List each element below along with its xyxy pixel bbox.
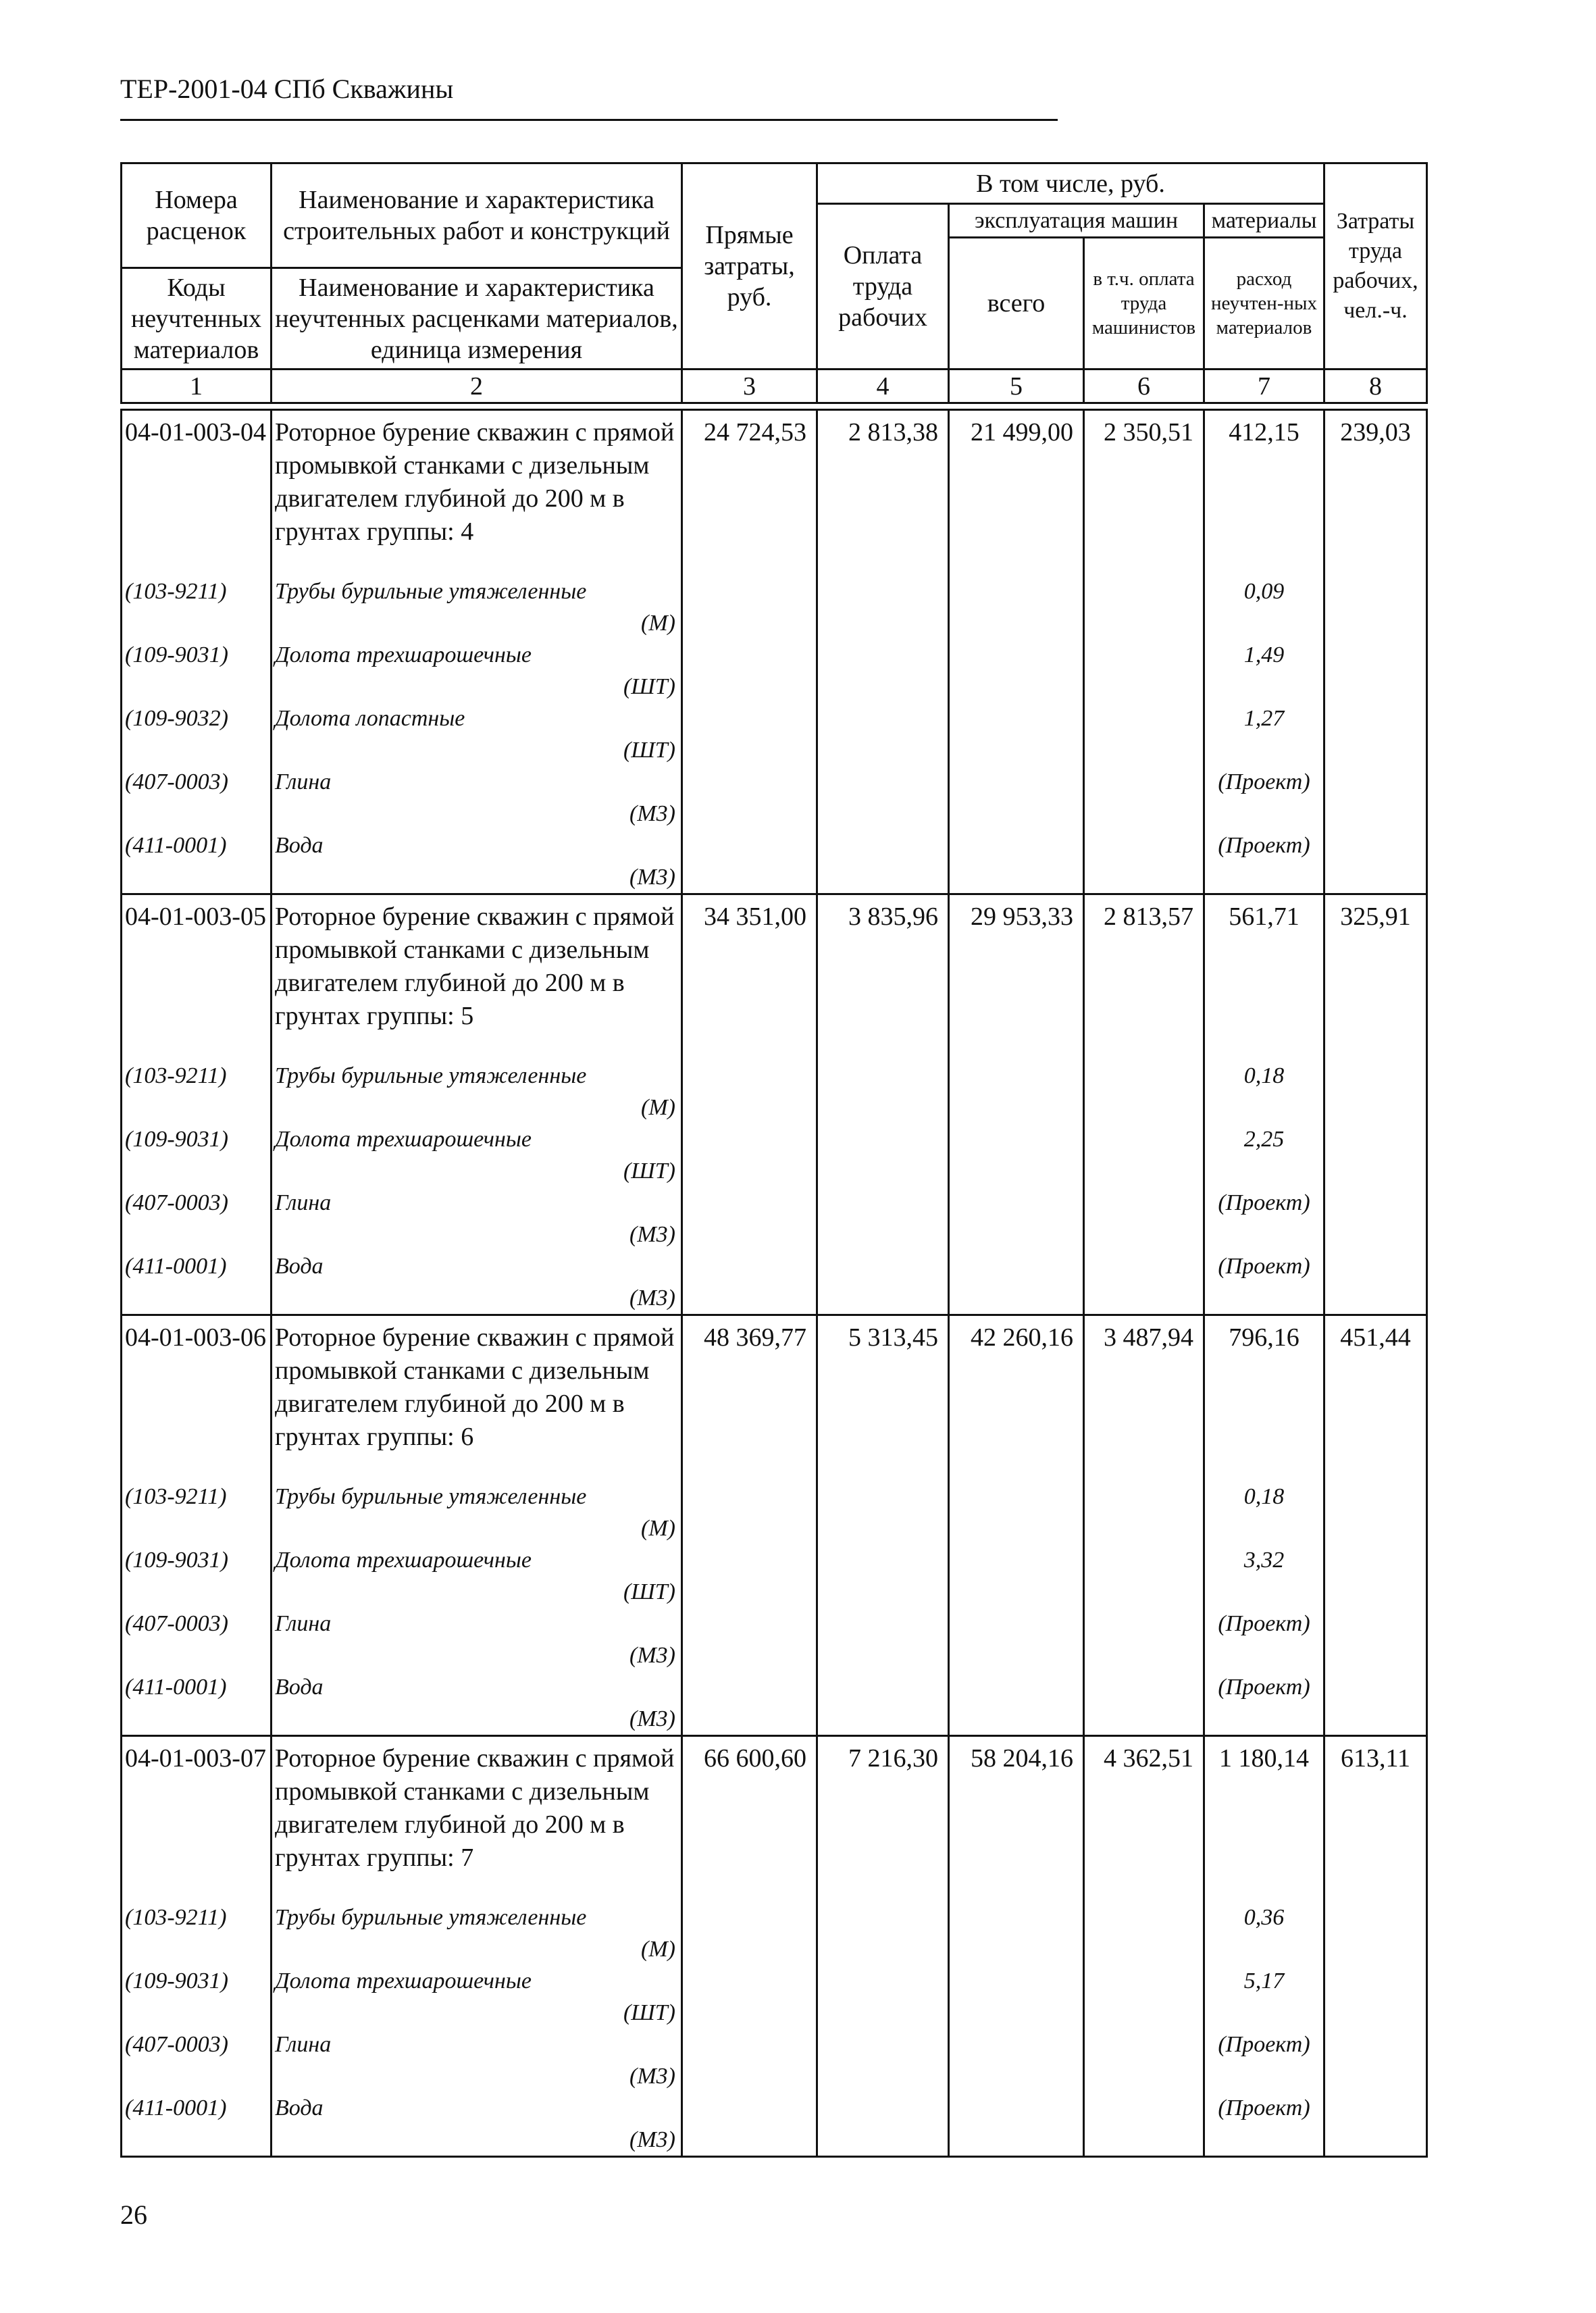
header-material-codes: Коды неучтенных материалов: [122, 268, 272, 370]
empty-cell: [682, 1965, 817, 2029]
machines-total: 21 499,00: [949, 410, 1084, 576]
material-cell: [272, 1187, 682, 1250]
machines-total: 29 953,33: [949, 894, 1084, 1061]
empty-cell: [1324, 1608, 1427, 1671]
material-unit: (М): [641, 611, 675, 636]
material-name: Вода: [275, 2095, 324, 2120]
rates-table: [120, 409, 1428, 2158]
material-cell: [272, 1060, 682, 1123]
labor-hours: 613,11: [1324, 1736, 1427, 1902]
material-row: [122, 2029, 1427, 2092]
empty-cell: [817, 703, 949, 766]
material-row: [122, 1902, 1427, 1965]
rate-code: 04-01-003-06: [122, 1315, 272, 1481]
material-code: (103-9211): [122, 1481, 272, 1544]
empty-cell: [1084, 830, 1204, 894]
work-description: Роторное бурение скважин с прямой промывкой станками с дизельным двигателем глубиной до 200 м в грунтах группы: 7: [272, 1736, 682, 1902]
material-row: [122, 1060, 1427, 1123]
empty-cell: [817, 639, 949, 703]
material-row: [122, 2092, 1427, 2157]
document-title: ТЕР-2001-04 СПб Скважины: [120, 74, 454, 104]
material-code: (407-0003): [122, 1608, 272, 1671]
material-row: [122, 1544, 1427, 1608]
empty-cell: [1084, 2029, 1204, 2092]
header-labor-pay: Оплата труда рабочих: [817, 204, 949, 370]
material-code: (407-0003): [122, 766, 272, 830]
machinist-pay: 4 362,51: [1084, 1736, 1204, 1902]
rate-code: 04-01-003-04: [122, 410, 272, 576]
machines-total: 42 260,16: [949, 1315, 1084, 1481]
work-description: Роторное бурение скважин с прямой промывкой станками с дизельным двигателем глубиной до 200 м в грунтах группы: 6: [272, 1315, 682, 1481]
empty-cell: [949, 1608, 1084, 1671]
material-code: (411-0001): [122, 1250, 272, 1315]
empty-cell: [1324, 1060, 1427, 1123]
material-row: [122, 766, 1427, 830]
empty-cell: [682, 1123, 817, 1187]
material-unit: (ШТ): [623, 1159, 675, 1184]
material-cell: [272, 1481, 682, 1544]
empty-cell: [1324, 766, 1427, 830]
material-unit: (ШТ): [623, 2000, 675, 2025]
empty-cell: [949, 2029, 1084, 2092]
empty-cell: [1084, 1671, 1204, 1736]
empty-cell: [949, 703, 1084, 766]
work-description: Роторное бурение скважин с прямой промывкой станками с дизельным двигателем глубиной до 200 м в грунтах группы: 4: [272, 410, 682, 576]
material-row: [122, 1965, 1427, 2029]
empty-cell: [1324, 1187, 1427, 1250]
empty-cell: [682, 576, 817, 639]
empty-cell: [682, 639, 817, 703]
empty-cell: [1084, 1608, 1204, 1671]
empty-cell: [682, 1608, 817, 1671]
labor-hours: 325,91: [1324, 894, 1427, 1061]
empty-cell: [1324, 1965, 1427, 2029]
material-name: Долота трехшарошечные: [275, 1968, 532, 1993]
empty-cell: [1084, 1060, 1204, 1123]
empty-cell: [1084, 1902, 1204, 1965]
page-number: 26: [120, 2200, 147, 2230]
material-code: (103-9211): [122, 576, 272, 639]
material-unit: (М3): [629, 1706, 675, 1731]
empty-cell: [817, 1544, 949, 1608]
empty-cell: [949, 639, 1084, 703]
material-code: (407-0003): [122, 1187, 272, 1250]
material-code: (109-9031): [122, 1123, 272, 1187]
empty-cell: [1084, 1123, 1204, 1187]
empty-cell: [682, 1060, 817, 1123]
empty-cell: [1324, 703, 1427, 766]
material-cell: [272, 1608, 682, 1671]
material-consumption: 2,25: [1204, 1123, 1324, 1187]
material-consumption: (Проект): [1204, 1608, 1324, 1671]
material-cell: [272, 2092, 682, 2157]
empty-cell: [949, 576, 1084, 639]
material-consumption: 0,18: [1204, 1481, 1324, 1544]
empty-cell: [949, 2092, 1084, 2157]
material-consumption: 1,49: [1204, 639, 1324, 703]
header-direct-cost: Прямые затраты, руб.: [682, 163, 817, 370]
empty-cell: [682, 2092, 817, 2157]
material-consumption: 0,36: [1204, 1902, 1324, 1965]
empty-cell: [682, 1187, 817, 1250]
header-work-name: Наименование и характеристика строительных работ и конструкций: [272, 163, 682, 268]
labor-hours: 451,44: [1324, 1315, 1427, 1481]
empty-cell: [1084, 1481, 1204, 1544]
column-number: 2: [272, 370, 682, 403]
material-unit: (М3): [629, 1643, 675, 1668]
material-cell: [272, 1544, 682, 1608]
material-cell: [272, 703, 682, 766]
empty-cell: [949, 1965, 1084, 2029]
material-consumption: (Проект): [1204, 830, 1324, 894]
material-name: Глина: [275, 769, 332, 794]
empty-cell: [1324, 1481, 1427, 1544]
empty-cell: [1084, 1250, 1204, 1315]
material-name: Вода: [275, 1675, 324, 1700]
header-machinist-pay: в т.ч. оплата труда машинистов: [1084, 238, 1204, 370]
material-consumption: (Проект): [1204, 2029, 1324, 2092]
empty-cell: [682, 1544, 817, 1608]
material-unit: (ШТ): [623, 674, 675, 699]
material-unit: (М): [641, 1516, 675, 1541]
material-unit: (М): [641, 1937, 675, 1962]
empty-cell: [817, 1481, 949, 1544]
material-name: Трубы бурильные утяжеленные: [275, 1905, 587, 1930]
material-name: Долота лопастные: [275, 706, 465, 731]
header-unaccounted-materials: расход неучтен-ных материалов: [1204, 238, 1324, 370]
empty-cell: [949, 1544, 1084, 1608]
empty-cell: [1324, 1123, 1427, 1187]
materials-cost: 1 180,14: [1204, 1736, 1324, 1902]
machinist-pay: 2 813,57: [1084, 894, 1204, 1061]
direct-cost: 34 351,00: [682, 894, 817, 1061]
empty-cell: [949, 1060, 1084, 1123]
material-unit: (М3): [629, 1222, 675, 1247]
labor-pay: 3 835,96: [817, 894, 949, 1061]
empty-cell: [1084, 2092, 1204, 2157]
material-row: [122, 1250, 1427, 1315]
material-cell: [272, 1671, 682, 1736]
empty-cell: [1084, 639, 1204, 703]
empty-cell: [682, 1902, 817, 1965]
material-code: (109-9031): [122, 1544, 272, 1608]
empty-cell: [817, 1123, 949, 1187]
material-name: Вода: [275, 1254, 324, 1279]
material-consumption: (Проект): [1204, 2092, 1324, 2157]
column-number: 4: [817, 370, 949, 403]
material-cell: [272, 1123, 682, 1187]
machinist-pay: 2 350,51: [1084, 410, 1204, 576]
empty-cell: [1324, 2092, 1427, 2157]
material-cell: [272, 1902, 682, 1965]
header-machines-total: всего: [949, 238, 1084, 370]
empty-cell: [949, 766, 1084, 830]
material-consumption: 0,18: [1204, 1060, 1324, 1123]
empty-cell: [1324, 1902, 1427, 1965]
material-cell: [272, 1250, 682, 1315]
materials-cost: 796,16: [1204, 1315, 1324, 1481]
material-unit: (М): [641, 1095, 675, 1120]
header-rate-numbers: Номера расценок: [122, 163, 272, 268]
title-divider: [120, 119, 1058, 121]
column-number: 8: [1324, 370, 1427, 403]
empty-cell: [1324, 639, 1427, 703]
labor-pay: 5 313,45: [817, 1315, 949, 1481]
empty-cell: [1084, 703, 1204, 766]
material-row: [122, 1187, 1427, 1250]
rate-row: [122, 894, 1427, 1061]
material-unit: (М3): [629, 2127, 675, 2152]
empty-cell: [682, 766, 817, 830]
material-row: [122, 703, 1427, 766]
column-number: 6: [1084, 370, 1204, 403]
column-number: 1: [122, 370, 272, 403]
material-row: [122, 1123, 1427, 1187]
rate-row: [122, 410, 1427, 576]
material-row: [122, 1671, 1427, 1736]
empty-cell: [682, 830, 817, 894]
rate-row: [122, 1736, 1427, 1902]
empty-cell: [817, 1671, 949, 1736]
material-code: (411-0001): [122, 1671, 272, 1736]
material-unit: (М3): [629, 801, 675, 826]
material-consumption: (Проект): [1204, 1250, 1324, 1315]
empty-cell: [1084, 1544, 1204, 1608]
empty-cell: [817, 1902, 949, 1965]
material-name: Глина: [275, 2032, 332, 2057]
material-name: Трубы бурильные утяжеленные: [275, 1484, 587, 1509]
material-name: Трубы бурильные утяжеленные: [275, 579, 587, 604]
material-code: (103-9211): [122, 1060, 272, 1123]
labor-pay: 2 813,38: [817, 410, 949, 576]
material-name: Глина: [275, 1190, 332, 1215]
material-unit: (М3): [629, 865, 675, 890]
material-cell: [272, 2029, 682, 2092]
empty-cell: [949, 1671, 1084, 1736]
empty-cell: [1324, 576, 1427, 639]
labor-hours: 239,03: [1324, 410, 1427, 576]
empty-cell: [817, 830, 949, 894]
material-unit: (М3): [629, 2064, 675, 2089]
empty-cell: [817, 1965, 949, 2029]
header-including-group: В том числе, руб.: [817, 163, 1324, 204]
header-machines-group: эксплуатация машин: [949, 204, 1204, 238]
empty-cell: [949, 1123, 1084, 1187]
material-name: Глина: [275, 1611, 332, 1636]
empty-cell: [817, 766, 949, 830]
material-cell: [272, 830, 682, 894]
empty-cell: [1324, 2029, 1427, 2092]
header-material-names: Наименование и характеристика неучтенных расценками материалов, единица измерения: [272, 268, 682, 370]
empty-cell: [1084, 766, 1204, 830]
empty-cell: [817, 576, 949, 639]
empty-cell: [682, 2029, 817, 2092]
material-name: Долота трехшарошечные: [275, 1548, 532, 1573]
material-consumption: 0,09: [1204, 576, 1324, 639]
material-row: [122, 576, 1427, 639]
material-cell: [272, 766, 682, 830]
empty-cell: [1084, 1187, 1204, 1250]
empty-cell: [1324, 1544, 1427, 1608]
empty-cell: [817, 1060, 949, 1123]
direct-cost: 24 724,53: [682, 410, 817, 576]
material-name: Трубы бурильные утяжеленные: [275, 1063, 587, 1088]
material-code: (109-9032): [122, 703, 272, 766]
empty-cell: [949, 1187, 1084, 1250]
machines-total: 58 204,16: [949, 1736, 1084, 1902]
empty-cell: [682, 703, 817, 766]
material-consumption: (Проект): [1204, 766, 1324, 830]
material-code: (103-9211): [122, 1902, 272, 1965]
empty-cell: [817, 2092, 949, 2157]
material-unit: (ШТ): [623, 738, 675, 763]
material-consumption: (Проект): [1204, 1671, 1324, 1736]
material-cell: [272, 576, 682, 639]
column-number: 5: [949, 370, 1084, 403]
header-column-numbers: [122, 370, 1427, 403]
empty-cell: [682, 1250, 817, 1315]
empty-cell: [682, 1671, 817, 1736]
material-cell: [272, 1965, 682, 2029]
column-number: 3: [682, 370, 817, 403]
empty-cell: [1084, 1965, 1204, 2029]
empty-cell: [1324, 830, 1427, 894]
empty-cell: [817, 1187, 949, 1250]
empty-cell: [949, 1250, 1084, 1315]
material-code: (109-9031): [122, 639, 272, 703]
material-consumption: 5,17: [1204, 1965, 1324, 2029]
empty-cell: [817, 2029, 949, 2092]
table-header: [120, 162, 1428, 404]
empty-cell: [949, 830, 1084, 894]
materials-cost: 412,15: [1204, 410, 1324, 576]
materials-cost: 561,71: [1204, 894, 1324, 1061]
material-consumption: 3,32: [1204, 1544, 1324, 1608]
empty-cell: [1324, 1250, 1427, 1315]
empty-cell: [1084, 576, 1204, 639]
work-description: Роторное бурение скважин с прямой промывкой станками с дизельным двигателем глубиной до 200 м в грунтах группы: 5: [272, 894, 682, 1061]
material-name: Долота трехшарошечные: [275, 642, 532, 667]
material-code: (411-0001): [122, 2092, 272, 2157]
material-row: [122, 1608, 1427, 1671]
material-name: Вода: [275, 833, 324, 858]
material-row: [122, 639, 1427, 703]
direct-cost: 66 600,60: [682, 1736, 817, 1902]
header-labor-hours: Затраты труда рабочих, чел.-ч.: [1324, 163, 1427, 370]
material-cell: [272, 639, 682, 703]
material-row: [122, 1481, 1427, 1544]
header-materials-group: материалы: [1204, 204, 1324, 238]
empty-cell: [949, 1902, 1084, 1965]
material-row: [122, 830, 1427, 894]
direct-cost: 48 369,77: [682, 1315, 817, 1481]
material-consumption: 1,27: [1204, 703, 1324, 766]
column-number: 7: [1204, 370, 1324, 403]
material-code: (109-9031): [122, 1965, 272, 2029]
material-name: Долота трехшарошечные: [275, 1127, 532, 1152]
material-unit: (М3): [629, 1286, 675, 1311]
rate-code: 04-01-003-05: [122, 894, 272, 1061]
material-code: (411-0001): [122, 830, 272, 894]
material-unit: (ШТ): [623, 1579, 675, 1604]
empty-cell: [817, 1608, 949, 1671]
empty-cell: [682, 1481, 817, 1544]
empty-cell: [817, 1250, 949, 1315]
rate-code: 04-01-003-07: [122, 1736, 272, 1902]
empty-cell: [1324, 1671, 1427, 1736]
rate-row: [122, 1315, 1427, 1481]
empty-cell: [949, 1481, 1084, 1544]
material-consumption: (Проект): [1204, 1187, 1324, 1250]
machinist-pay: 3 487,94: [1084, 1315, 1204, 1481]
labor-pay: 7 216,30: [817, 1736, 949, 1902]
material-code: (407-0003): [122, 2029, 272, 2092]
